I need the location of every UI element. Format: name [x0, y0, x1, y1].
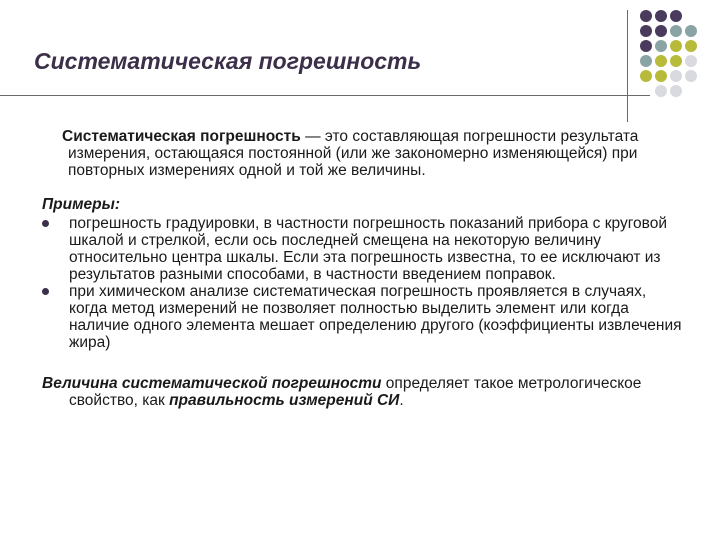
examples-list [42, 215, 682, 351]
decorative-dot [685, 25, 697, 37]
decorative-dot [640, 85, 652, 97]
definition-term: Систематическая погрешность [62, 128, 301, 145]
dot-grid-decoration [640, 10, 698, 98]
definition-text: — это составляющая погрешности результата измерения, остающаяся постоянной (или же закономерно изменяющейся) при повторных измерениях одной и той же величины. [68, 128, 639, 179]
decorative-dot [640, 55, 652, 67]
bullet-icon [42, 288, 49, 295]
examples-heading: Примеры: [42, 196, 121, 213]
decorative-dot [640, 25, 652, 37]
list-item-text: погрешность градуировки, в частности погрешность показаний прибора с круговой шкалой и стрелкой, если ось последней смещена на некоторую величину относительно центра шкалы. Если эта погрешность известна, то ее исключают из результатов разными способами, в частности введением поправок. [69, 215, 667, 283]
list-item [42, 283, 682, 351]
summary-term-2: правильность измерений СИ [169, 392, 400, 409]
slide-title: Систематическая погрешность [34, 48, 422, 74]
summary-paragraph [42, 375, 682, 409]
summary-term: Величина систематической погрешности [42, 375, 382, 392]
list-item [42, 215, 682, 283]
decorative-dot [670, 10, 682, 22]
decorative-dot [670, 40, 682, 52]
bullet-icon [42, 220, 49, 227]
decorative-dot [670, 85, 682, 97]
decorative-dot [685, 40, 697, 52]
decorative-dot [685, 10, 697, 22]
decorative-dot [670, 55, 682, 67]
decorative-dot [670, 25, 682, 37]
decorative-dot [655, 70, 667, 82]
summary-end: . [399, 392, 404, 409]
decorative-dot [655, 10, 667, 22]
decorative-dot [655, 40, 667, 52]
decorative-dot [640, 40, 652, 52]
decorative-dot [685, 70, 697, 82]
decorative-dot [655, 85, 667, 97]
decorative-dot [685, 55, 697, 67]
decorative-dot [670, 70, 682, 82]
vertical-divider [627, 10, 628, 122]
decorative-dot [655, 25, 667, 37]
list-item-text: при химическом анализе систематическая погрешность проявляется в случаях, когда метод измерений не позволяет полностью выделить элемент или когда наличие одного элемента мешает определению другого (коэффициенты извлечения жира) [69, 283, 682, 351]
decorative-dot [655, 55, 667, 67]
title-divider [0, 95, 650, 96]
summary-middle: определяет такое метрологическое свойство, как [69, 375, 642, 409]
decorative-dot [640, 70, 652, 82]
decorative-dot [640, 10, 652, 22]
definition-paragraph [62, 128, 682, 179]
decorative-dot [685, 85, 697, 97]
slide-body [42, 128, 682, 425]
